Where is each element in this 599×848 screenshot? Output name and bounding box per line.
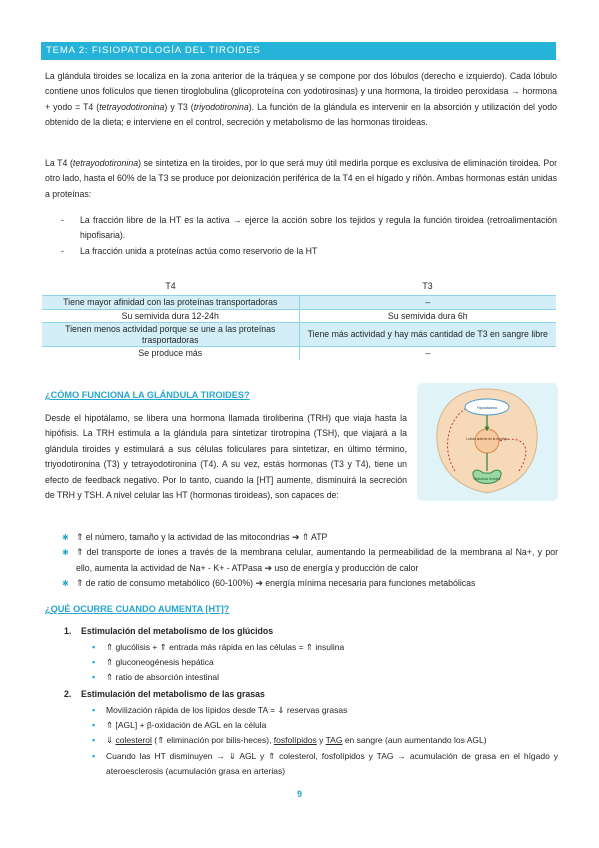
table-row [42,309,556,323]
thyroid-effects-list [62,530,558,592]
item-title: Estimulación del metabolismo de las grasas [81,689,265,699]
intro-paragraph-1 [45,69,557,131]
star-bullet-icon: ✱ [62,579,69,589]
table-cell: Su semivida dura 6h [299,309,556,323]
table-cell: Tiene más actividad y hay más cantidad de T3 en sangre libre [299,323,556,347]
item-number: 1. [64,626,72,636]
underlined-term: TAG [325,735,343,746]
text-run: (⇑ eliminación por bilis-heces), [151,735,274,746]
table-cell: Tienen menos actividad porque se une a las proteínas trasportadoras [42,323,299,347]
table-cell: Se produce más [42,347,299,360]
text-run: La glándula tiroides se localiza en la zona anterior de la tráquea y se compone por dos lóbulos (derecho e izquierdo). Cada lóbulo contiene unos folículos que tienen tiroglobulina (glicoproteína con yodotirosinas) y una hormona, la tiroideo peroxidasa → hormona + yodo = T4 ( [45,71,557,112]
text-run: La T4 ( [45,158,73,168]
pituitary-node [475,429,499,453]
star-bullet-icon: ✱ [62,548,69,558]
table-row [42,347,556,360]
fat-effects-list [92,703,558,779]
text-run: ⇓ [106,735,116,746]
item-number: 2. [64,689,72,699]
list-item: ▪ ⇑ ratio de absorción intestinal [92,670,558,685]
list-item: ▪ ⇑ gluconeogénesis hepática [92,655,558,670]
thyroid-axis-illustration [417,383,558,501]
list-item: ▪ Movilización rápida de los lípidos desde TA = ⇓ reservas grasas [92,703,558,718]
list-item-text: ⇑ el número, tamaño y la actividad de las mitocondrias ➔ ⇑ ATP [76,532,328,542]
section-banner: TEMA 2: FISIOPATOLOGÍA DEL TIROIDES [41,42,556,60]
list-item: ▪ Cuando las HT disminuyen → ⇓ AGL y ⇑ colesterol, fosfolípidos y TAG → acumulación de grasa en el hígado y ateroesclerosis (acumulación grasa en arterias) [92,749,558,779]
italic-term: tetrayodotironina [72,158,139,168]
italic-term: triyodotironina [193,101,249,112]
table-row [42,296,556,310]
table-header-row [42,278,556,296]
section1-paragraph: Desde el hipotálamo, se libera una hormona llamada tiroliberina (TRH) que viaja hasta la hipófisis. La TRH estimula a la glándula para sintetizar tirotropina (TSH), que viajará a la glándula tiroides y estimulará a sus células foliculares para sintetizar, en último término, triyodotironina (T3) y tetrayodotironina (T4). A su vez, estás hormonas (T3 y T4), tiene un efecto de feedback negativo. Por lo tanto, cuando la [HT] aumente, disminuirá la secreción de TRH y TSH. A nivel celular las HT (hormonas tiroideas), son capaces de: [45,413,407,501]
list-item-text: ⇑ de ratio de consumo metabólico (60-100%) ➔ energía mínima necesaria para funciones metabólicas [76,578,476,589]
numbered-item-2 [64,689,265,699]
item-title: Estimulación del metabolismo de los glúcidos [81,626,274,636]
table-cell: Tiene mayor afinidad con las proteínas transportadoras [42,296,299,310]
table-cell: – [299,347,556,360]
list-item-text: ⇑ del transporte de iones a través de la membrana celular, aumentando la permeabilidad de la membrana al Na+, y por ello, aumenta la actividad de Na+ - K+ - ATPasa ➔ uso de energía y producción de calor [76,547,558,573]
numbered-item-1 [64,626,273,636]
underlined-term: colesterol [115,735,152,746]
list-item: ▪ ⇑ [AGL] + β-oxidación de AGL en la célula [92,718,558,733]
column-header: T4 [42,278,299,296]
section-heading-how-thyroid-works: ¿CÓMO FUNCIONA LA GLÁNDULA TIROIDES? [45,390,250,400]
star-bullet-icon: ✱ [62,533,69,542]
list-item [62,530,558,545]
table-row [42,323,556,347]
t4-t3-comparison-table [42,278,556,360]
list-item: ▪ ⇑ glucólisis + ⇑ entrada más rápida en las células = ⇑ insulina [92,640,558,655]
table-cell: Su semivida dura 12-24h [42,309,299,323]
underlined-term: fosfolípidos [273,735,317,746]
text-run: ) y T3 ( [164,101,194,112]
text-run: ). La función de la glándula es intervenir en la absorción y utilización del yodo obtenido de la dieta; e interviene en el control, secreción y metabolismo de las hormonas tiroideas. [45,101,557,128]
list-item [92,733,558,748]
section-heading-ht-increase: ¿QUÉ OCURRE CUANDO AUMENTA [HT]? [45,604,230,614]
table-cell: – [299,296,556,310]
italic-term: tetrayodotironina [99,101,165,112]
list-item: - La fracción libre de la HT es la activa → ejerce la acción sobre los tejidos y regula la función tiroidea (retroalimentación hipofisaria). [61,213,557,244]
protein-fraction-list [61,213,557,259]
text-run: en sangre (aun aumentando los AGL) [342,735,487,746]
intro-paragraph-2 [45,156,557,202]
list-item: - La fracción unida a proteínas actúa como reservorio de la HT [61,244,557,259]
column-header: T3 [299,278,556,296]
figure-label: Hipotálamo [476,405,498,410]
text-run: y [316,735,326,746]
carbohydrate-effects-list [92,640,558,686]
text-run: ) se sintetiza en la tiroides, por lo que será muy útil medirla porque es exclusiva de eliminación tiroidea. Por otro lado, hasta el 60% de la T3 se produce por deionización periférica de la T4 en el hígado y riñón. Ambas hormonas están unidas a proteínas: [45,158,557,199]
figure-label: Glándula tiroides [473,477,501,481]
page-number: 9 [296,789,302,799]
list-item [62,545,558,576]
list-item [62,576,558,591]
figure-label: Lóbulo anterior de la hipófisis [466,437,508,441]
